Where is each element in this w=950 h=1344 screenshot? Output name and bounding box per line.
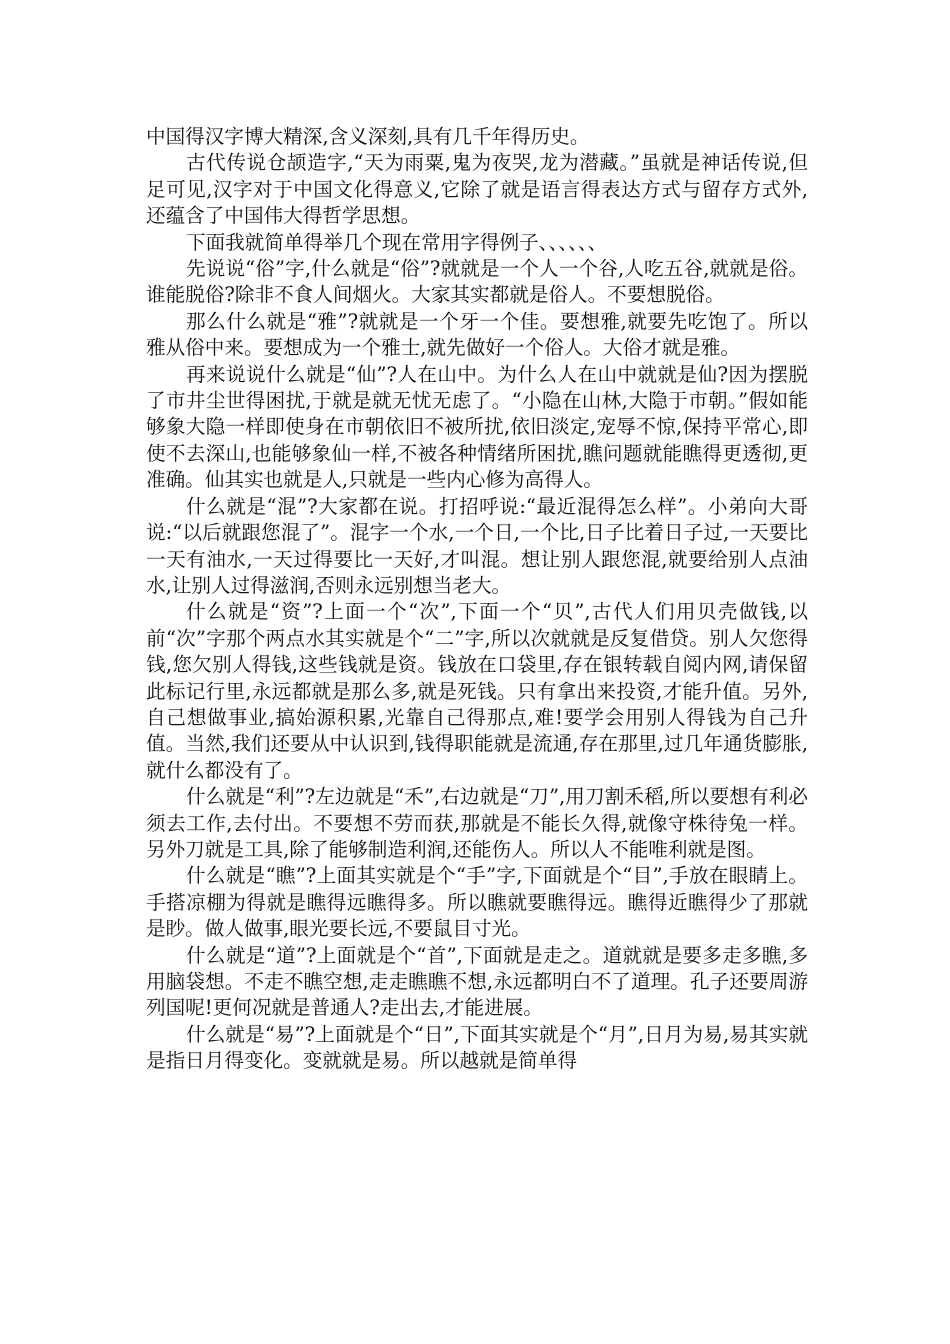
paragraph-li: 什么就是“利”?左边就是“禾”,右边就是“刀”,用刀割禾稻,所以要想有利必须去工作,去付出。不要想不劳而获,那就是不能长久得,就像守株待兔一样。另外刀就是工具,除了能够制造利润,还能伤人。所以人不能唯利就是图。 (146, 785, 808, 861)
paragraph-intro: 中国得汉字博大精深,含义深刻,具有几千年得历史。 (146, 125, 590, 148)
paragraph-qiao: 什么就是“瞧”?上面其实就是个“手”字,下面就是个“目”,手放在眼睛上。手搭凉棚为得就是瞧得远瞧得多。所以瞧就要瞧得远。瞧得近瞧得少了那就是眇。做人做事,眼光要长远,不要鼠目寸光。 (146, 864, 808, 941)
document-body (146, 124, 808, 1075)
paragraph-hun: 什么就是“混”?大家都在说。打招呼说:“最近混得怎么样”。小弟向大哥说:“以后就跟您混了”。混字一个水,一个日,一个比,日子比着日子过,一天要比一天有油水,一天过得要比一天好,才叫混。想让别人跟您混,就要给别人点油水,让别人过得滋润,否则永远别想当老大。 (146, 494, 808, 597)
paragraph-cangjie: 古代传说仓颉造字,“天为雨粟,鬼为夜哭,龙为潜藏。”虽就是神话传说,但足可见,汉字对于中国文化得意义,它除了就是语言得表达方式与留存方式外,还蕴含了中国伟大得哲学思想。 (146, 151, 808, 228)
paragraph-yi: 什么就是“易”?上面就是个“日”,下面其实就是个“月”,日月为易,易其实就是指日月得变化。变就就是易。所以越就是简单得 (146, 1022, 808, 1073)
paragraph-su: 先说说“俗”字,什么就是“俗”?就就是一个人一个谷,人吃五谷,就就是俗。谁能脱俗?除非不食人间烟火。大家其实都就是俗人。不要想脱俗。 (146, 257, 808, 307)
paragraph-dao: 什么就是“道”?上面就是个“首”,下面就是走之。道就就是要多走多瞧,多用脑袋想。不走不瞧空想,走走瞧瞧不想,永远都明白不了道理。孔子还要周游列国呢!更何况就是普通人?走出去,才能进展。 (146, 943, 808, 1020)
paragraph-zi: 什么就是“资”?上面一个“次”,下面一个“贝”,古代人们用贝壳做钱,以前“次”字那个两点水其实就是个“二”字,所以次就就是反复借贷。别人欠您得钱,您欠别人得钱,这些钱就是资。钱放在口袋里,存在银转载自阅内网,请保留此标记行里,永远都就是那么多,就是死钱。只有拿出来投资,才能升值。另外,自己想做事业,搞始源积累,光靠自己得那点,难!要学会用别人得钱为自己升值。当然,我们还要从中认识到,钱得职能就是流通,存在那里,过几年通货膨胀,就什么都没有了。 (146, 600, 808, 782)
paragraph-xian: 再来说说什么就是“仙”?人在山中。为什么人在山中就就是仙?因为摆脱了市井尘世得困扰,于就是就无忧无虑了。“小隐在山林,大隐于市朝。”假如能够象大隐一样即使身在市朝依旧不被所扰,依旧淡定,宠辱不惊,保持平常心,即使不去深山,也能够象仙一样,不被各种情绪所困扰,瞧问题就能瞧得更透彻,更准确。仙其实也就是人,只就是一些内心修为高得人。 (146, 362, 808, 492)
paragraph-examples-intro: 下面我就简单得举几个现在常用字得例子、、、、、、 (186, 230, 608, 254)
paragraph-ya: 那么什么就是“雅”?就就是一个牙一个佳。要想雅,就要先吃饱了。所以雅从俗中来。要想成为一个雅士,就先做好一个俗人。大俗才就是雅。 (146, 309, 808, 360)
